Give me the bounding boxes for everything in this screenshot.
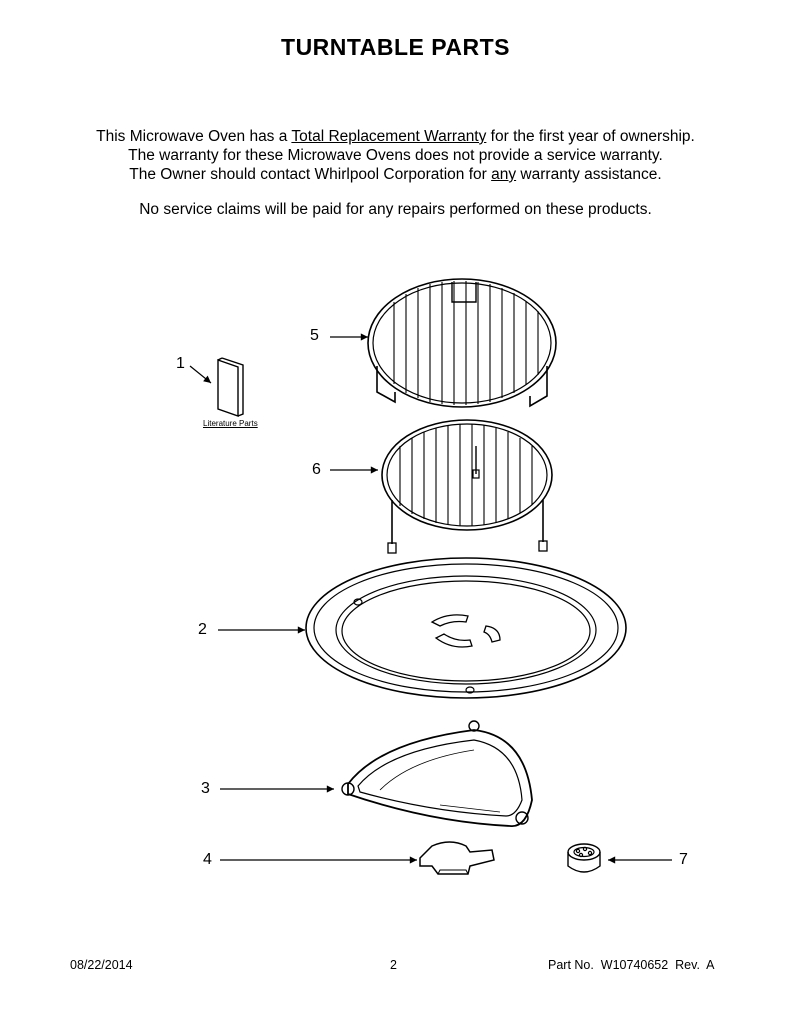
any-underlined: any [491, 166, 517, 183]
roller-ring-icon [342, 721, 532, 826]
turntable-tray-icon [306, 558, 626, 698]
warranty-line-3: The Owner should contact Whirlpool Corporation for any warranty assistance. [129, 166, 662, 183]
footer-page-number: 2 [390, 958, 397, 972]
warranty-line-2: The warranty for these Microwave Ovens does not provide a service warranty. [128, 147, 663, 164]
low-rack-icon [382, 420, 552, 553]
literature-parts-icon [218, 358, 243, 416]
warranty-line-1: This Microwave Oven has a Total Replacement Warranty for the first year of ownership. [96, 128, 695, 145]
callout-4: 4 [203, 851, 212, 868]
footer-date: 08/22/2014 [70, 958, 133, 972]
callout-6: 6 [312, 461, 321, 478]
callout-arrow-1 [190, 366, 211, 383]
total-replacement-warranty: Total Replacement Warranty [291, 128, 487, 145]
high-rack-icon [368, 279, 556, 407]
drive-coupler-icon [420, 842, 494, 874]
hub-bushing-icon [568, 844, 600, 872]
callout-2: 2 [198, 621, 207, 638]
page-title: TURNTABLE PARTS [281, 34, 510, 60]
callout-5: 5 [310, 327, 319, 344]
service-claims-notice: No service claims will be paid for any repairs performed on these products. [139, 201, 652, 218]
footer-part-number: Part No. W10740652 Rev. A [548, 958, 715, 972]
callout-3: 3 [201, 780, 210, 797]
callout-7: 7 [679, 851, 688, 868]
literature-parts-label: Literature Parts [203, 419, 258, 428]
callout-1: 1 [176, 355, 185, 372]
